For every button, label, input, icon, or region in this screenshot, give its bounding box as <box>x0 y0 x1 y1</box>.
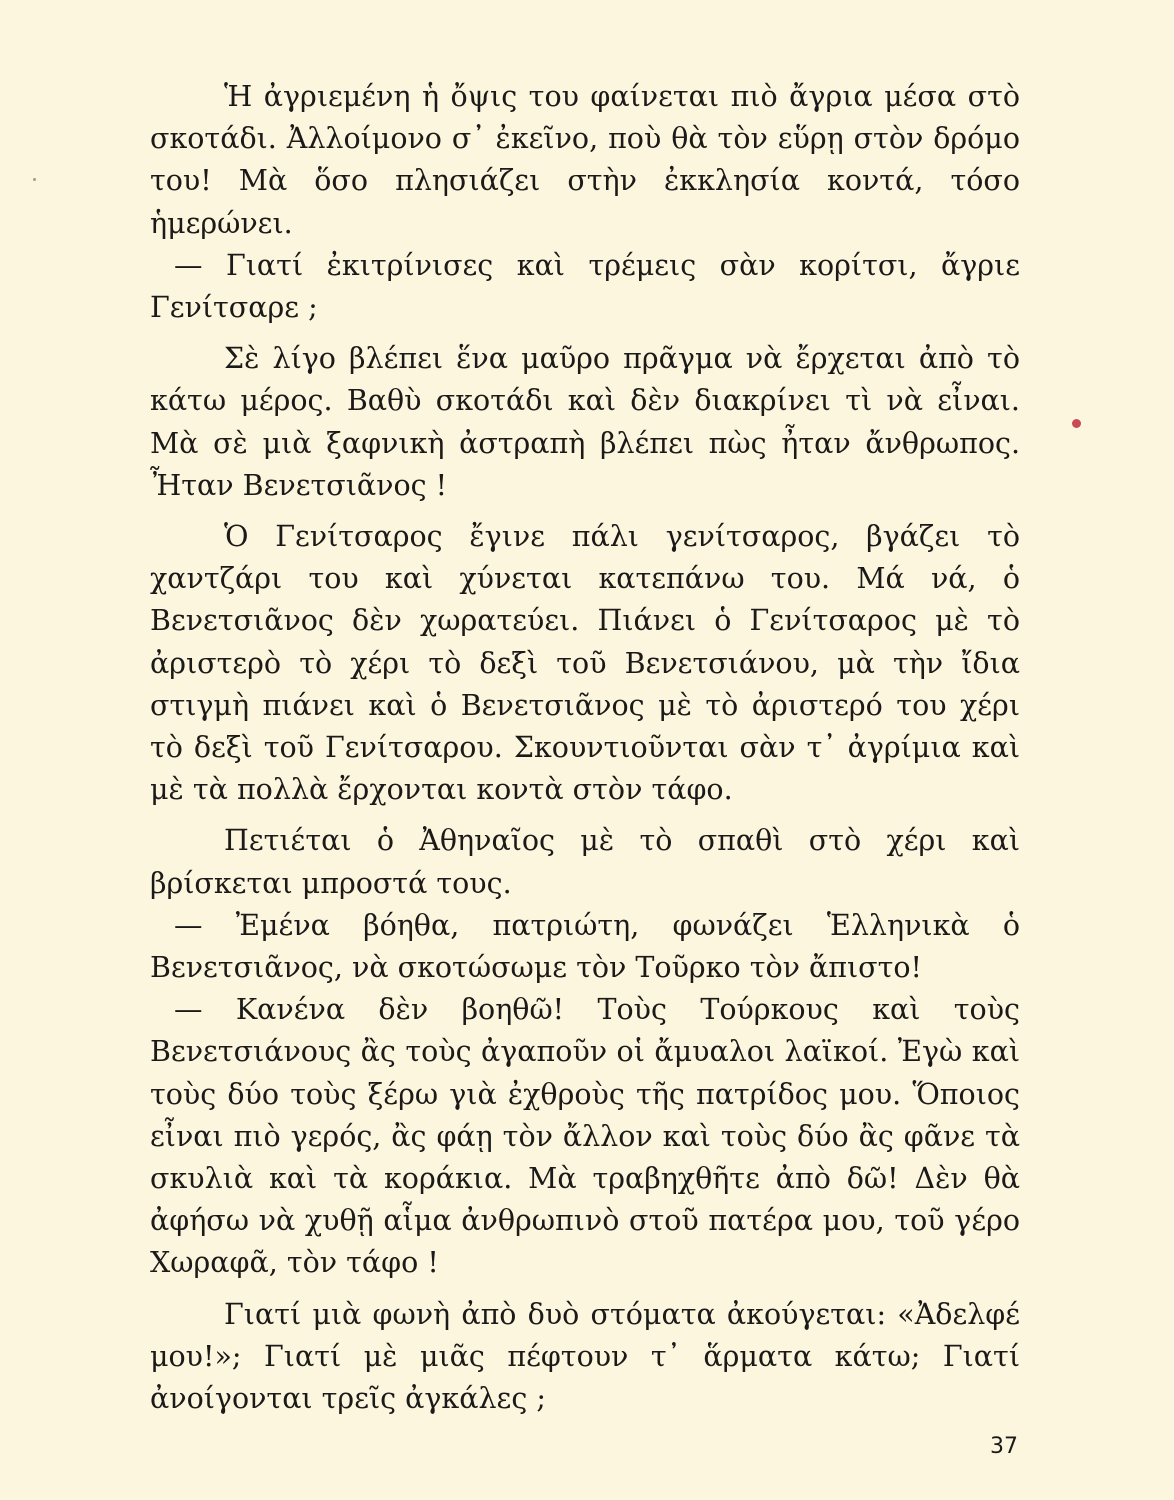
paragraph-3: Σὲ λίγο βλέπει ἕνα μαῦρο πρᾶγμα νὰ ἔρχεται ἀπὸ τὸ κάτω μέρος. Βαθὺ σκοτάδι καὶ δὲν διακρίνει τὶ νὰ εἶναι. Μὰ σὲ μιὰ ξαφνικὴ ἀστραπὴ βλέπει πὼς ἦταν ἄνθρωπος. Ἦταν Βενετσιᾶνος ! <box>150 342 1020 502</box>
margin-dot <box>33 178 36 181</box>
page-body-text <box>150 76 1020 1420</box>
page-number: 37 <box>990 1434 1018 1459</box>
paragraph-4: Ὁ Γενίτσαρος ἔγινε πάλι γενίτσαρος, βγάζει τὸ χαντζάρι του καὶ χύνεται κατεπάνω του. Μά νά, ὁ Βενετσιᾶνος δὲν χωρατεύει. Πιάνει ὁ Γενίτσαρος μὲ τὸ ἀριστερὸ τὸ χέρι τὸ δεξὶ τοῦ Βενετσιάνου, μὰ τὴν ἴδια στιγμὴ πιάνει καὶ ὁ Βενετσιᾶνος μὲ τὸ ἀριστερό του χέρι τὸ δεξὶ τοῦ Γενίτσαρου. Σκουντιοῦνται σὰν τ᾿ ἀγρίμια καὶ μὲ τὰ πολλὰ ἔρχονται κοντὰ στὸν τάφο. <box>150 520 1020 807</box>
paragraph-8: Γιατί μιὰ φωνὴ ἀπὸ δυὸ στόματα ἀκούγεται: «Ἀδελφέ μου!»; Γιατί μὲ μιᾶς πέφτουν τ᾿ ἅρματα κάτω; Γιατί ἀνοίγονται τρεῖς ἀγκάλες ; <box>150 1297 1020 1416</box>
paragraph-6: — Ἐμένα βόηθα, πατριώτη, φωνάζει Ἑλληνικὰ ὁ Βενετσιᾶνος, νὰ σκοτώσωμε τὸν Τοῦρκο τὸν ἄπιστο! <box>150 908 1020 985</box>
paragraph-2: — Γιατί ἐκιτρίνισες καὶ τρέμεις σὰν κορίτσι, ἄγριε Γενίτσαρε ; <box>150 248 1020 325</box>
paragraph-5: Πετιέται ὁ Ἀθηναῖος μὲ τὸ σπαθὶ στὸ χέρι καὶ βρίσκεται μπροστά τους. <box>150 824 1020 900</box>
paragraph-7: — Κανένα δὲν βοηθῶ! Τοὺς Τούρκους καὶ τοὺς Βενετσιάνους ἂς τοὺς ἀγαποῦν οἱ ἄμυαλοι λαϊκοί. Ἐγὼ καὶ τοὺς δύο τοὺς ξέρω γιὰ ἐχθροὺς τῆς πατρίδος μου. Ὅποιος εἶναι πιὸ γερός, ἂς φάῃ τὸν ἄλλον καὶ τοὺς δύο ἂς φᾶνε τὰ σκυλιὰ καὶ τὰ κοράκια. Μὰ τραβηχθῆτε ἀπὸ δῶ! Δὲν θὰ ἀφήσω νὰ χυθῇ αἷμα ἀνθρωπινὸ στοῦ πατέρα μου, τοῦ γέρο Χωραφᾶ, τὸν τάφο ! <box>150 993 1020 1280</box>
margin-mark <box>1072 419 1081 428</box>
paragraph-1: Ἡ ἀγριεμένη ἡ ὄψις του φαίνεται πιὸ ἄγρια μέσα στὸ σκοτάδι. Ἀλλοίμονο σ᾿ ἐκεῖνο, ποὺ θὰ τὸν εὕρῃ στὸν δρόμο του! Μὰ ὅσο πλησιάζει στὴν ἐκκλησία κοντά, τόσο ἡμερώνει. <box>150 80 1020 240</box>
